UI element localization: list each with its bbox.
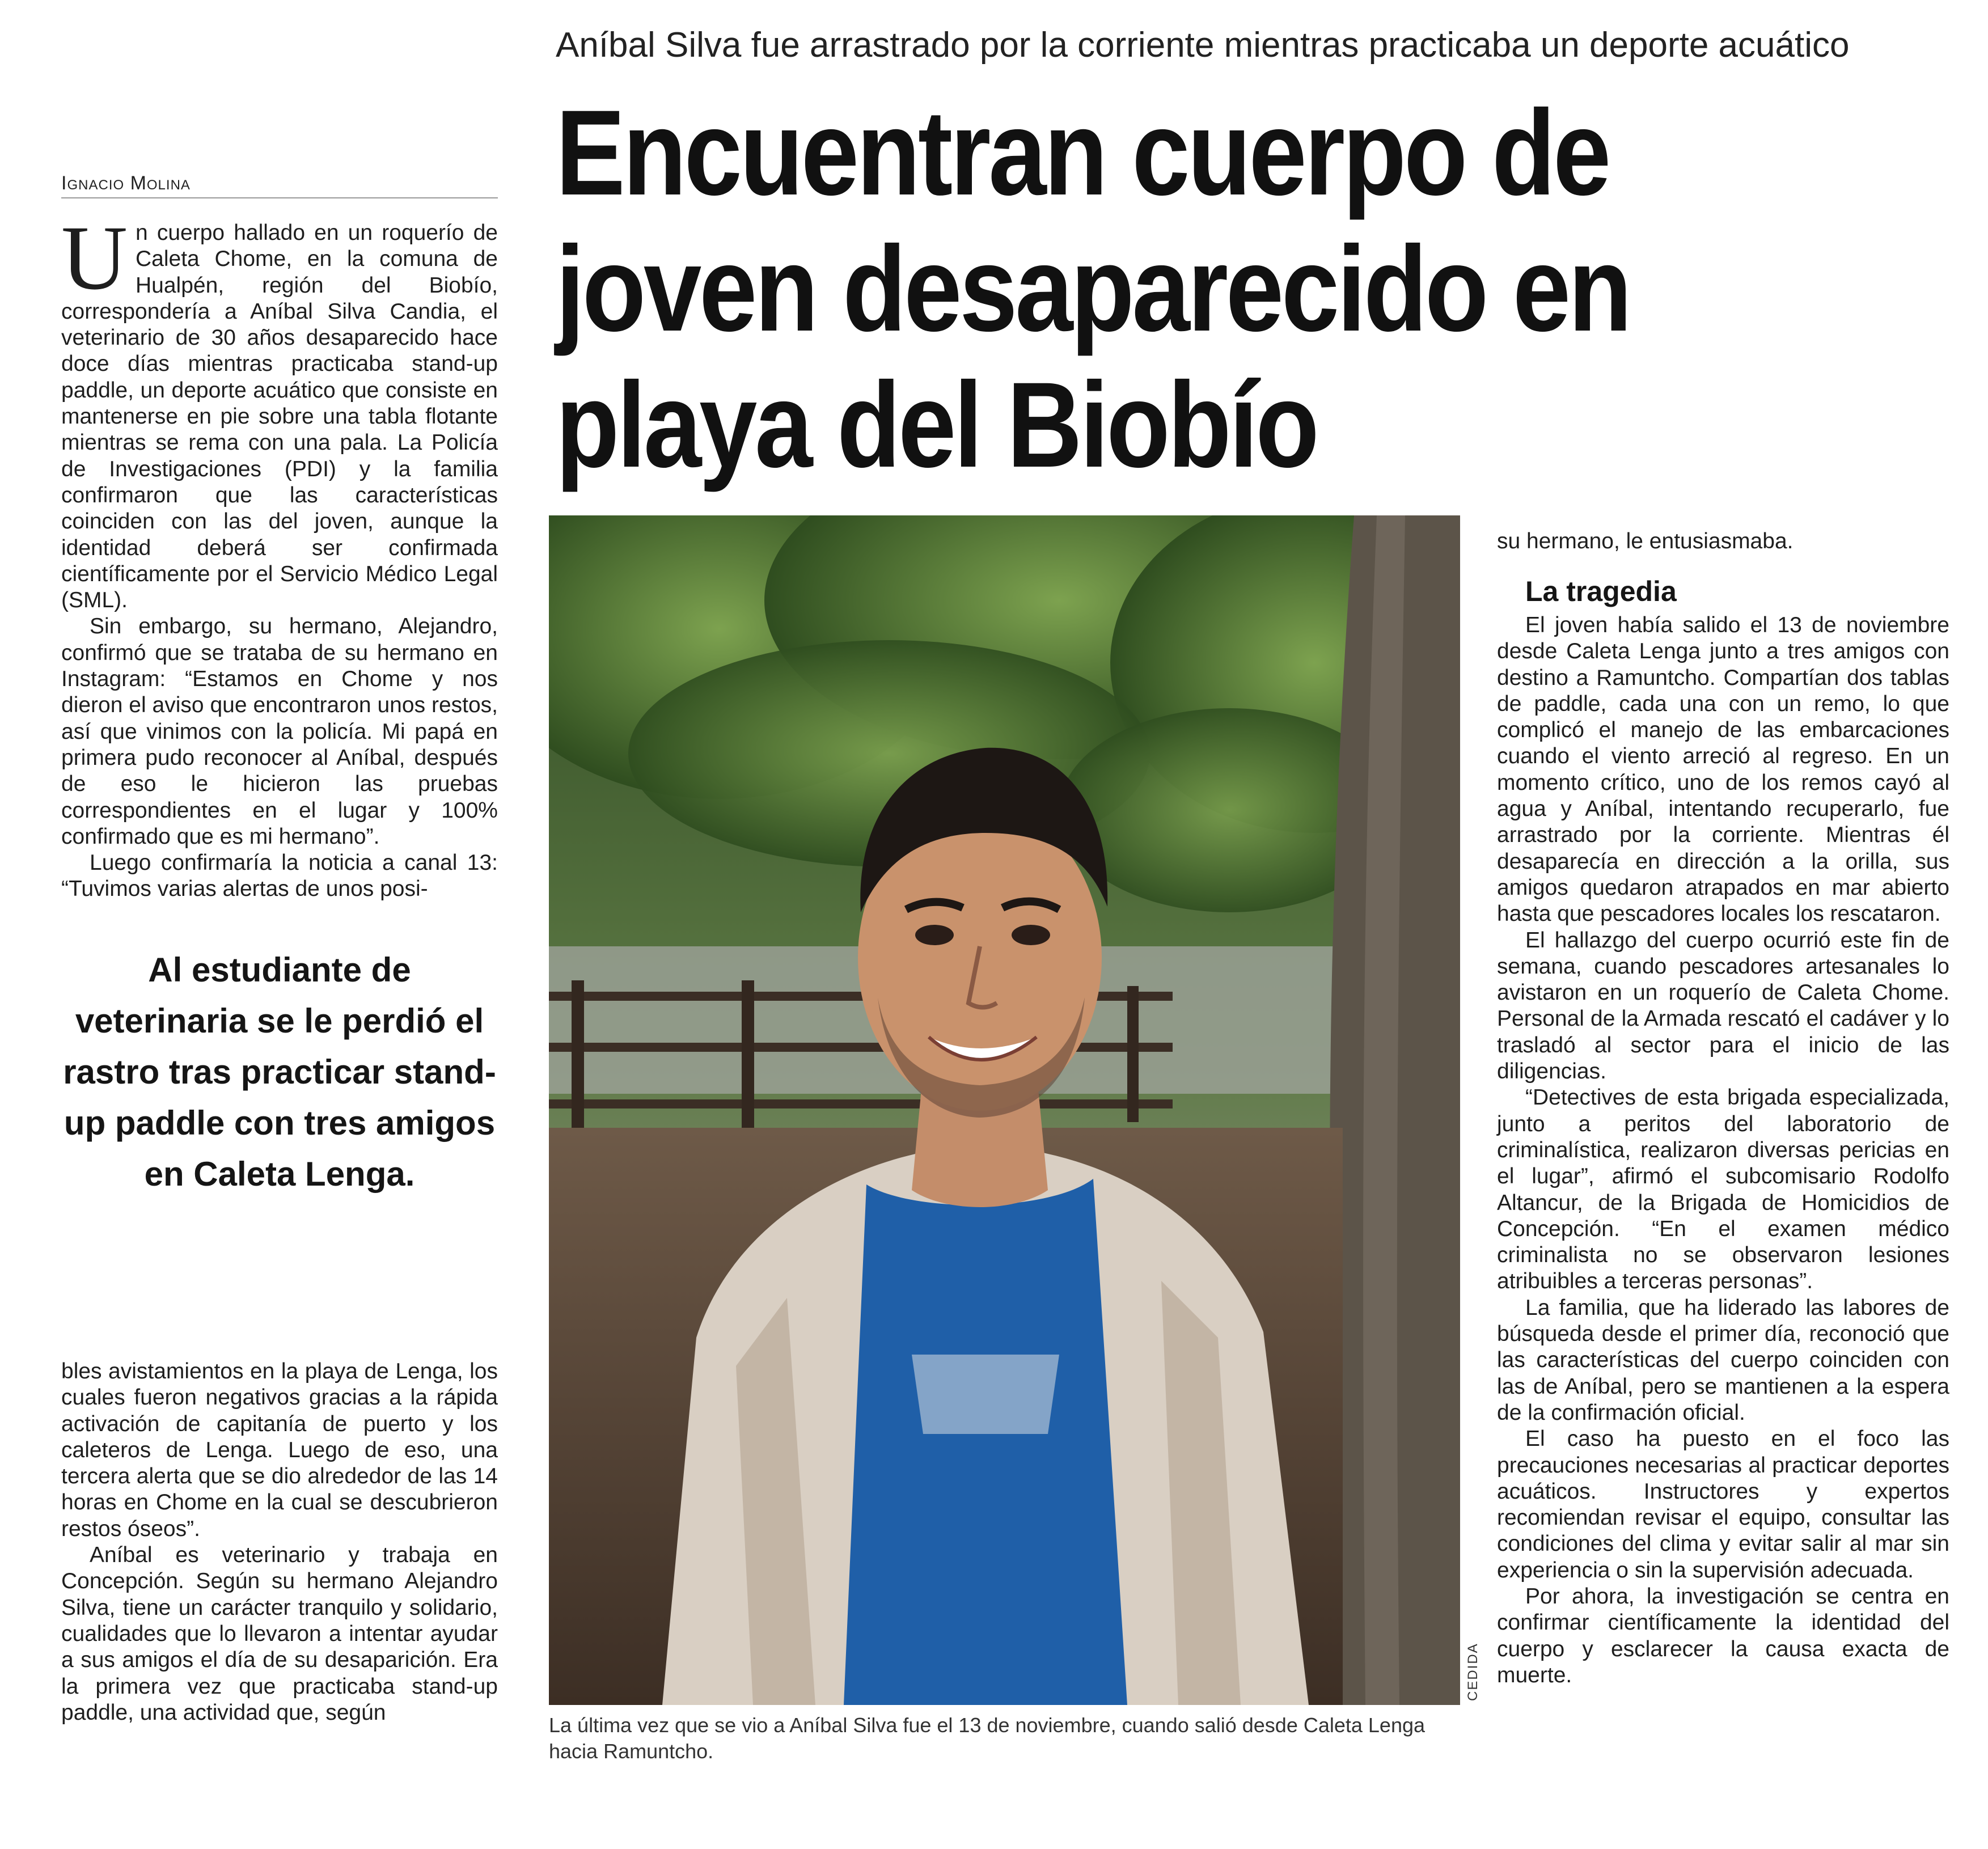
portrait-illustration bbox=[549, 515, 1460, 1705]
headline-line: joven desaparecido en bbox=[556, 221, 1630, 357]
pull-quote: Al estudiante de veterinaria se le perdió el rastro tras practicar stand-up paddle con tres amigos en Caleta Lenga. bbox=[63, 951, 496, 1193]
body-paragraph: Sin embargo, su hermano, Alejandro, confirmó que se trataba de su hermano en Instagram: “Estamos en Chome y nos dieron el aviso que encontraron unos restos, así que vinimos con la policía. Mi papá en primera pudo reconocer al Aníbal, después de eso le hicieron las pruebas correspondientes en el lugar y 100% confirmado que es mi hermano”. bbox=[61, 614, 498, 849]
body-paragraph: “Detectives de esta brigada especializada, junto a peritos del laboratorio de criminalística, realizaron diversas pericias en el lugar”, afirmó el subcomisario Rodolfo Altancur, de la Brigada de Homicidios de Concepción. “En el examen médico criminalista no se observaron lesiones atribuibles a terceras personas”. bbox=[1497, 1085, 1949, 1294]
body-column-left-top bbox=[61, 208, 498, 903]
body-paragraph: El caso ha puesto en el foco las precauciones necesarias al practicar deportes acuáticos. Instructores y expertos recomiendan revisar el equipo, consultar las condiciones del clima y evitar salir al mar sin experiencia o sin la supervisión adecuada. bbox=[1497, 1427, 1949, 1583]
body-column-right bbox=[1497, 528, 1949, 555]
kicker: Aníbal Silva fue arrastrado por la corriente mientras practicaba un deporte acuático bbox=[556, 26, 1850, 65]
article-photo bbox=[549, 515, 1460, 1705]
body-paragraph: Luego confirmaría la noticia a canal 13: “Tuvimos varias alertas de unos posi- bbox=[61, 851, 498, 902]
photo-caption: La última vez que se vio a Aníbal Silva fue el 13 de noviembre, cuando salió desde Caleta Lenga hacia Ramuntcho. bbox=[549, 1713, 1426, 1763]
body-paragraph: su hermano, le entusiasmaba. bbox=[1497, 529, 1794, 553]
body-paragraph: bles avistamientos en la playa de Lenga, los cuales fueron negativos gracias a la rápida activación de capitanía de puerto y los caleteros de Lenga. Luego de eso, una tercera alerta que se dio alrededor de las 14 horas en Chome en la cual se descubrieron restos óseos”. bbox=[61, 1359, 498, 1541]
headline bbox=[556, 85, 1775, 493]
subhead: La tragedia bbox=[1525, 576, 1677, 607]
body-column-left-bottom bbox=[61, 1359, 498, 1726]
photo-credit: CEDIDA bbox=[1465, 1643, 1481, 1701]
body-paragraph: El hallazgo del cuerpo ocurrió este fin de semana, cuando pescadores artesanales lo avistaron en un roquerío de Caleta Chome. Personal de la Armada rescató el cadáver y lo trasladó al sector para el inicio de las diligencias. bbox=[1497, 928, 1949, 1084]
headline-line: Encuentran cuerpo de bbox=[556, 85, 1609, 221]
byline: Ignacio Molina bbox=[61, 170, 498, 198]
drop-cap: U bbox=[61, 208, 128, 309]
body-column-right-main bbox=[1497, 612, 1949, 1689]
body-paragraph: Aníbal es veterinario y trabaja en Concepción. Según su hermano Alejandro Silva, tiene un carácter tranquilo y solidario, cualidades que lo llevaron a intentar ayudar a sus amigos el día de su desaparición. Era la primera vez que practicaba stand-up paddle, una actividad que, según bbox=[61, 1543, 498, 1725]
body-paragraph: El joven había salido el 13 de noviembre desde Caleta Lenga junto a tres amigos con destino a Ramuntcho. Compartían dos tablas de paddle, cada una con un remo, lo que complicó el manejo de las embarcaciones cuando el viento arreció al regreso. En un momento crítico, uno de los remos cayó al agua y Aníbal, intentando recuperarlo, fue arrastrado por la corriente. Mientras él desaparecía en dirección a la orilla, sus amigos quedaron atrapados en mar abierto hasta que pescadores locales los rescataron. bbox=[1497, 613, 1949, 926]
body-paragraph bbox=[61, 208, 498, 613]
body-paragraph: La familia, que ha liderado las labores de búsqueda desde el primer día, reconoció que las características del cuerpo coinciden con las de Aníbal, pero se mantienen a la espera de la confirmación oficial. bbox=[1497, 1295, 1949, 1425]
headline-line: playa del Biobío bbox=[556, 357, 1317, 493]
paragraph-text: n cuerpo hallado en un roquerío de Caleta Chome, en la comuna de Hualpén, región del Biobío, correspondería a Aníbal Silva Candia, el veterinario de 30 años desaparecido hace doce días mientras practicaba stand-up paddle, un deporte acuático que consiste en mantenerse en pie sobre una tabla flotante mientras se rema con una pala. La Policía de Investigaciones (PDI) y la familia confirmaron que las características coinciden con las del joven, aunque la identidad deberá ser confirmada científicamente por el Servicio Médico Legal (SML). bbox=[61, 221, 498, 613]
body-paragraph: Por ahora, la investigación se centra en confirmar científicamente la identidad del cuerpo y esclarecer la causa exacta de muerte. bbox=[1497, 1584, 1949, 1687]
